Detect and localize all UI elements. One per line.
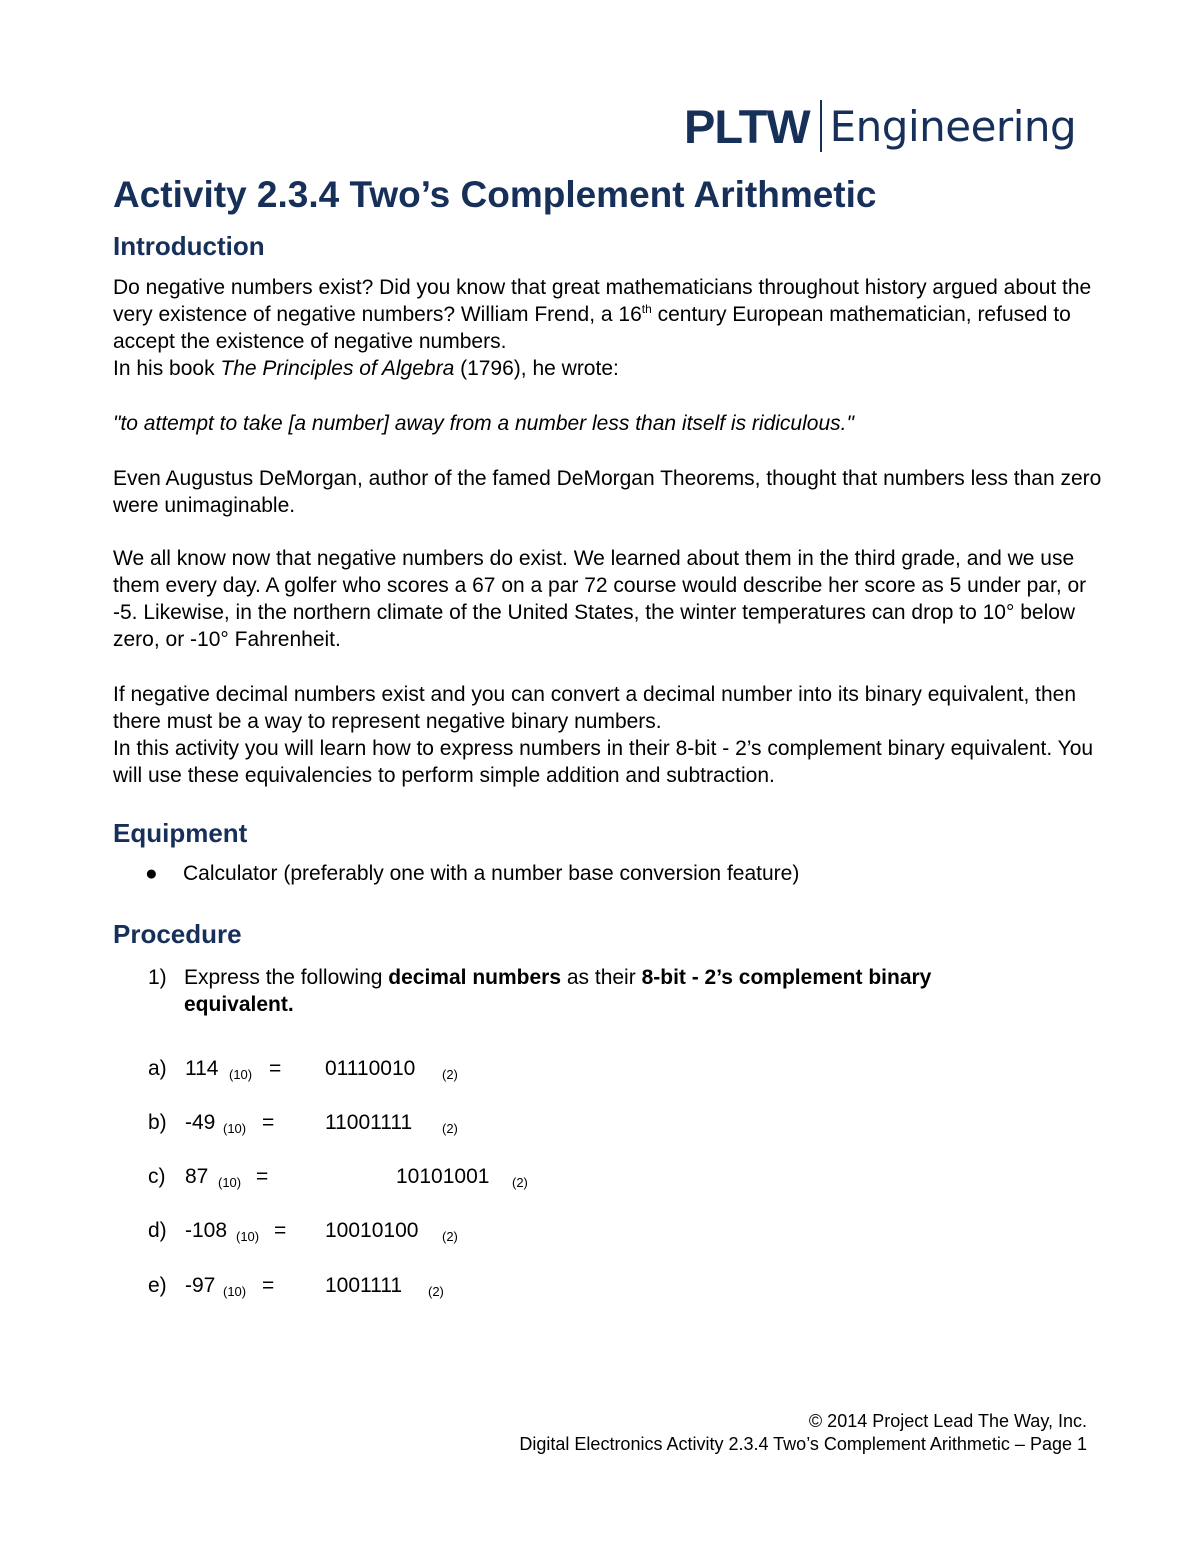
- intro-p1c: In his book: [113, 357, 221, 380]
- row-binary-base: (2): [442, 1121, 458, 1136]
- row-equals: =: [274, 1219, 287, 1242]
- row-binary-base: (2): [442, 1229, 458, 1244]
- intro-p1d: (1796), he wrote:: [454, 357, 619, 380]
- step-instruction: [184, 964, 1034, 1018]
- intro-paragraph-1: [113, 274, 1103, 382]
- row-equals: =: [262, 1274, 275, 1297]
- row-equals: =: [262, 1111, 275, 1134]
- intro-p1-sup: th: [641, 302, 652, 316]
- row-binary-base: (2): [442, 1067, 458, 1082]
- bullet-icon: ●: [145, 862, 158, 885]
- row-decimal-base: (10): [218, 1175, 242, 1190]
- intro-p1b: century European mathematician, refused to accept the existence of negative numbers.: [113, 303, 1071, 353]
- equipment-heading: Equipment: [113, 818, 248, 848]
- row-decimal-base: (10): [223, 1121, 247, 1136]
- row-binary-answer: 10101001: [396, 1165, 490, 1188]
- row-decimal-value: -49: [185, 1111, 216, 1134]
- introduction-heading: Introduction: [113, 231, 265, 261]
- intro-paragraph-2: Even Augustus DeMorgan, author of the famed DeMorgan Theorems, thought that numbers less than zero were unimaginable.: [113, 467, 1102, 517]
- row-binary-answer: 11001111: [325, 1111, 413, 1134]
- step-bold-binary: 8-bit - 2’s complement binary equivalent.: [184, 966, 932, 1016]
- row-equals: =: [269, 1057, 282, 1080]
- row-binary-answer: 1001111: [325, 1274, 403, 1297]
- procedure-step-1: [148, 964, 1034, 1018]
- row-binary-answer: 01110010: [325, 1057, 416, 1080]
- row-decimal-base: (10): [229, 1067, 253, 1082]
- row-decimal-base: (10): [236, 1229, 260, 1244]
- frend-quote: "to attempt to take [a number] away from a number less than itself is ridiculous.": [113, 412, 854, 435]
- row-decimal-base: (10): [223, 1284, 247, 1299]
- row-decimal-value: 114: [185, 1057, 219, 1080]
- step-text-pre: Express the following: [184, 966, 389, 989]
- equipment-list-item: [145, 862, 799, 886]
- logo-mark: PLTW: [684, 99, 810, 153]
- step-text-mid: as their: [561, 966, 642, 989]
- footer-copyright: © 2014 Project Lead The Way, Inc.: [808, 1411, 1087, 1431]
- row-equals: =: [256, 1165, 269, 1188]
- intro-paragraph-3: We all know now that negative numbers do exist. We learned about them in the third grade, and we use them every day. A golfer who scores a 67 on a par 72 course would describe her score as 5 under par, or -5. Likewise, in the northern climate of the United States, the winter temperatures can drop to 10° below zero, or -10° Fahrenheit.: [113, 547, 1087, 651]
- row-letter: c): [148, 1165, 166, 1188]
- logo-divider: [820, 100, 822, 152]
- intro-paragraph-5: In this activity you will learn how to express numbers in their 8-bit - 2’s complement binary equivalent. You will use these equivalencies to perform simple addition and subtraction.: [113, 737, 1094, 787]
- row-letter: e): [148, 1274, 167, 1297]
- logo-text: Engineering: [829, 101, 1077, 151]
- step-number: 1): [148, 966, 167, 989]
- intro-paragraph-4: If negative decimal numbers exist and you can convert a decimal number into its binary equivalent, then there must be a way to represent negative binary numbers.: [113, 683, 1077, 733]
- page-title: Activity 2.3.4 Two’s Complement Arithmetic: [113, 174, 877, 215]
- step-bold-decimal: decimal numbers: [388, 966, 562, 989]
- row-binary-base: (2): [428, 1284, 444, 1299]
- row-letter: a): [148, 1057, 167, 1080]
- row-decimal-value: 87: [185, 1165, 209, 1188]
- procedure-heading: Procedure: [113, 919, 242, 949]
- row-decimal-value: -97: [185, 1274, 216, 1297]
- row-decimal-value: -108: [185, 1219, 228, 1242]
- equipment-item-calculator: Calculator (preferably one with a number base conversion feature): [183, 862, 800, 885]
- pltw-engineering-logo: [684, 97, 1076, 155]
- row-letter: d): [148, 1219, 167, 1242]
- row-binary-base: (2): [512, 1175, 528, 1190]
- footer-page-label: Digital Electronics Activity 2.3.4 Two’s Complement Arithmetic – Page 1: [519, 1434, 1087, 1454]
- row-letter: b): [148, 1111, 167, 1134]
- book-title: The Principles of Algebra: [220, 357, 455, 380]
- intro-p1a: Do negative numbers exist? Did you know that great mathematicians throughout history argued about the very existence of negative numbers? William Frend, a 16: [113, 276, 1092, 326]
- row-binary-answer: 10010100: [325, 1219, 419, 1242]
